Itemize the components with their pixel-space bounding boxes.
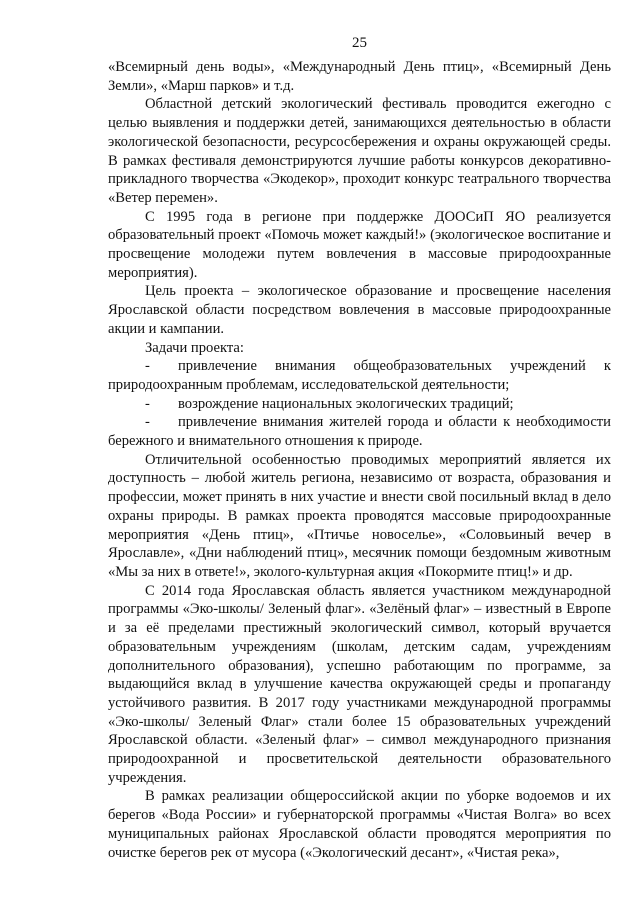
- paragraph-festival: Областной детский экологический фестиваль проводится ежегодно с целью выявления и поддержки детей, занимающихся деятельностью в области экологической безопасности, ресурсосбережения и охраны окружающей среды. В рамках фестиваля демонстрируются лучшие работы конкурсов декоративно-прикладного творчества «Экодекор», проходит конкурс театрального творчества «Ветер перемен».: [108, 96, 611, 206]
- task-text: привлечение внимания общеобразовательных учреждений к природоохранным проблемам, исследовательской деятельности;: [108, 358, 611, 393]
- paragraph-clean-volga: В рамках реализации общероссийской акции по уборке водоемов и их берегов «Вода России» и губернаторской программы «Чистая Волга» во всех муниципальных районах Ярославской области проводятся мероприятия по очистке берегов рек от мусора («Экологический десант», «Чистая река»,: [108, 788, 611, 861]
- list-marker: -: [145, 358, 150, 375]
- paragraph-continuation: «Всемирный день воды», «Международный День птиц», «Всемирный День Земли», «Марш парков» и т.д.: [108, 59, 611, 94]
- paragraph-project-history: С 1995 года в регионе при поддержке ДООСиП ЯО реализуется образовательный проект «Помочь может каждый!» (экологическое воспитание и просвещение молодежи путем вовлечения в массовые природоохранные мероприятия).: [108, 208, 611, 281]
- paragraph-eco-schools: С 2014 года Ярославская область является участником международной программы «Эко-школы/ Зеленый флаг». «Зелёный флаг» – известный в Европе и за её пределами престижный экологический символ, который вручается образовательным учреждениям (школам, детским садам, учреждениям дополнительного образования), успешно работающим по программе, за выдающийся вклад в улучшение качества окружающей среды и пропаганду устойчивого развития. В 2017 году участниками международной программы «Эко-школы/ Зеленый Флаг» стали более 15 образовательных учреждений Ярославской области. «Зеленый флаг» – символ международного признания природоохранной и просветительской деятельности образовательного учреждения.: [108, 582, 611, 786]
- list-marker: -: [145, 395, 150, 412]
- paragraph-project-goal: Цель проекта – экологическое образование и просвещение населения Ярославской области посредством вовлечения в массовые природоохранные акции и кампании.: [108, 283, 611, 337]
- task-list-item: [108, 357, 611, 394]
- paragraph-tasks-heading: Задачи проекта:: [145, 339, 244, 356]
- paragraph-features: Отличительной особенностью проводимых мероприятий является их доступность – любой житель региона, независимо от возраста, образования и профессии, может принять в них участие и внести свой посильный вклад в дело охраны природы. В рамках проекта проводятся массовые природоохранные мероприятия «День птиц», «Птичье новоселье», «Соловьиный вечер в Ярославле», «Дни наблюдений птиц», месячник помощи бездомным животным «Мы за них в ответе!», эколого-культурная акция «Покормите птиц!» и др.: [108, 451, 611, 580]
- task-text: привлечение внимания жителей города и области к необходимости бережного и внимательного отношения к природе.: [108, 414, 611, 450]
- task-list-item: [108, 413, 611, 450]
- task-text: возрождение национальных экологических традиций;: [178, 395, 514, 412]
- list-marker: -: [145, 414, 150, 431]
- document-page: [108, 34, 611, 862]
- task-list-item: [108, 395, 611, 414]
- page-number: 25: [352, 35, 367, 51]
